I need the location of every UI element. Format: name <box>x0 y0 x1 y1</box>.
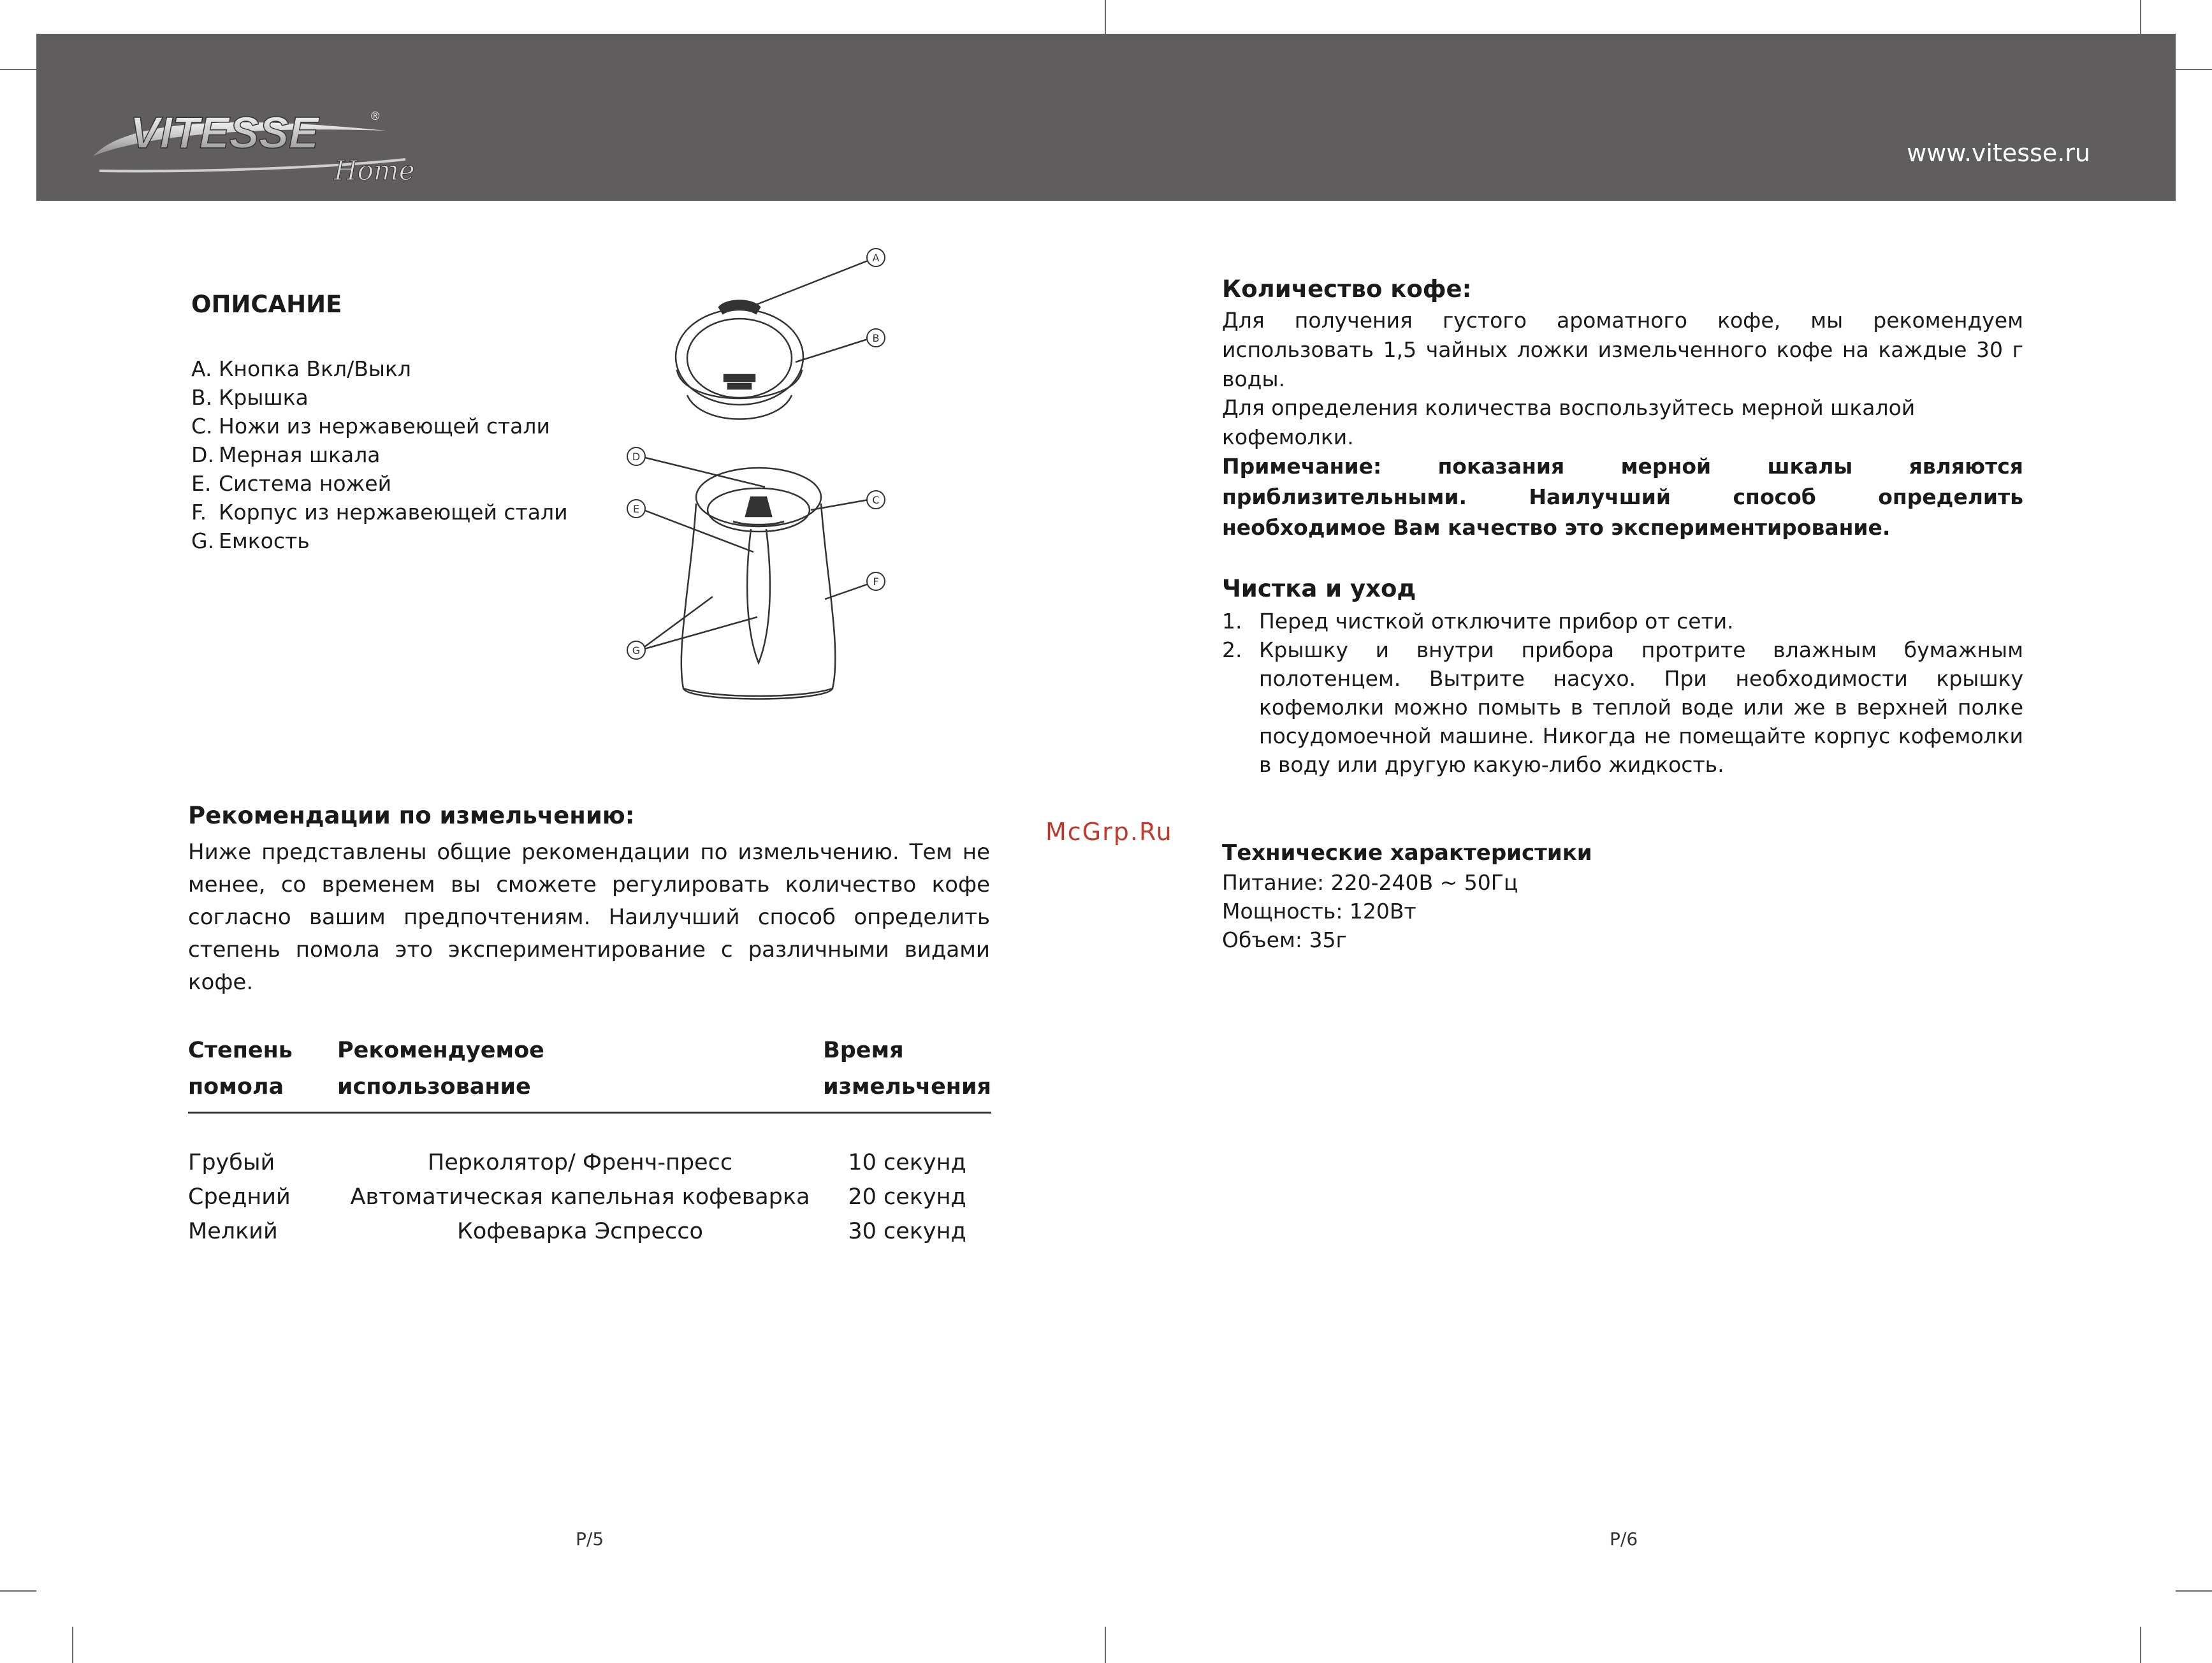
table-cell: Грубый <box>188 1150 275 1175</box>
list-item: D. Мерная шкала <box>191 442 381 467</box>
table-header: использование <box>337 1069 823 1113</box>
table-header: Степень <box>188 1038 293 1063</box>
blade <box>733 521 784 525</box>
blade-hub <box>746 497 771 516</box>
page-number-right: P/6 <box>1610 1529 1638 1550</box>
parts-list <box>191 354 586 555</box>
table-cell: 20 секунд <box>848 1184 966 1210</box>
crop-mark <box>2140 1627 2141 1663</box>
table-row <box>188 1145 991 1180</box>
table-cell: Кофеварка Эспрессо <box>457 1219 703 1244</box>
crop-mark <box>2140 0 2141 34</box>
label-b: B <box>872 332 880 344</box>
page-number-left: P/5 <box>576 1529 604 1550</box>
label-c: C <box>872 494 880 506</box>
spec-power-supply: Питание: 220-240В ~ 50Гц <box>1222 870 1518 895</box>
specs-title: Технические характеристики <box>1222 840 1592 866</box>
table-cell: Мелкий <box>188 1219 278 1244</box>
list-item: 2. Крышку и внутри прибора протрите влажным бумажным полотенцем. Вытрите насухо. При необходимости крышку кофемолки можно помыть в теплой воде или же в верхней полке посудомоечной машине. Никогда не помещайте корпус кофемолки в воду или другую какую-либо жидкость. <box>1222 637 2023 777</box>
label-d: D <box>632 451 641 463</box>
list-item: F. Корпус из нержавеющей стали <box>191 500 568 525</box>
svg-text:VITESSE: VITESSE <box>130 108 319 157</box>
grinding-title: Рекомендации по измельчению: <box>188 802 635 829</box>
list-item: E. Система ножей <box>191 471 392 496</box>
grinding-text: Ниже представлены общие рекомендации по измельчению. Тем не менее, со временем вы сможете регулировать количество кофе согласно вашим предпочтениям. Наилучший способ определить степень помола это экспериментирование с различными видами кофе. <box>188 839 990 995</box>
list-item: B. Крышка <box>191 385 309 410</box>
table-header: Время <box>823 1038 904 1063</box>
table-row <box>188 1180 991 1214</box>
table-header: измельчения <box>823 1069 991 1113</box>
table-cell: 10 секунд <box>848 1150 966 1175</box>
amount-text: Для получения густого ароматного кофе, мы рекомендуем использовать 1,5 чайных ложки измельченного кофе на каждые 30 г воды. <box>1222 308 2023 391</box>
vitesse-logo <box>87 96 431 191</box>
label-g: G <box>632 644 641 657</box>
cleaning-steps <box>1222 607 2023 779</box>
label-a: A <box>872 252 880 264</box>
leader-a <box>756 258 876 305</box>
window <box>747 529 770 663</box>
crop-mark <box>1105 0 1106 34</box>
table-cell: Перколятор/ Френч-пресс <box>427 1150 733 1175</box>
list-item: G. Емкость <box>191 528 310 553</box>
table-cell: Автоматическая капельная кофеварка <box>350 1184 810 1210</box>
crop-mark <box>2176 1590 2212 1592</box>
table-cell: Средний <box>188 1184 291 1210</box>
website-url[interactable]: www.vitesse.ru <box>1907 139 2090 167</box>
amount-title: Количество кофе: <box>1222 275 1472 303</box>
button-a <box>719 301 760 314</box>
table-row <box>188 1214 991 1249</box>
amount-note: Примечание: показания мерной шкалы являются приблизительными. Наилучший способ определить необходимое Вам качество это экспериментирование. <box>1222 454 2023 540</box>
svg-text:®: ® <box>371 110 380 122</box>
grinding-table <box>188 1033 991 1249</box>
description-title: ОПИСАНИЕ <box>191 291 342 318</box>
amount-scale-text: Для определения количества воспользуйтесь мерной шкалой кофемолки. <box>1222 395 1916 449</box>
crop-mark <box>0 69 36 70</box>
list-item: 1. Перед чисткой отключите прибор от сети. <box>1222 609 1734 634</box>
leader-b <box>796 337 876 362</box>
table-cell: 30 секунд <box>848 1219 966 1244</box>
svg-text:Home: Home <box>334 155 415 186</box>
leader-g2 <box>640 617 757 650</box>
leader-d <box>640 456 765 487</box>
crop-mark <box>72 1627 73 1663</box>
table-header: помола <box>188 1069 337 1113</box>
leader-g1 <box>640 597 713 650</box>
list-item: A. Кнопка Вкл/Выкл <box>191 356 411 381</box>
crop-mark <box>2176 69 2212 70</box>
label-f: F <box>873 576 879 588</box>
lid-emblem <box>724 375 755 389</box>
spec-power: Мощность: 120Вт <box>1222 899 1416 924</box>
spec-volume: Объем: 35г <box>1222 927 1347 952</box>
crop-mark <box>1105 1627 1106 1663</box>
table-header: Рекомендуемое <box>337 1038 544 1063</box>
list-item: C. Ножи из нержавеющей стали <box>191 414 550 439</box>
coffee-grinder-diagram <box>612 242 905 701</box>
cleaning-title: Чистка и уход <box>1222 575 1416 602</box>
crop-mark <box>0 1590 36 1592</box>
label-e: E <box>632 503 640 515</box>
watermark: McGrp.Ru <box>1045 818 1173 846</box>
